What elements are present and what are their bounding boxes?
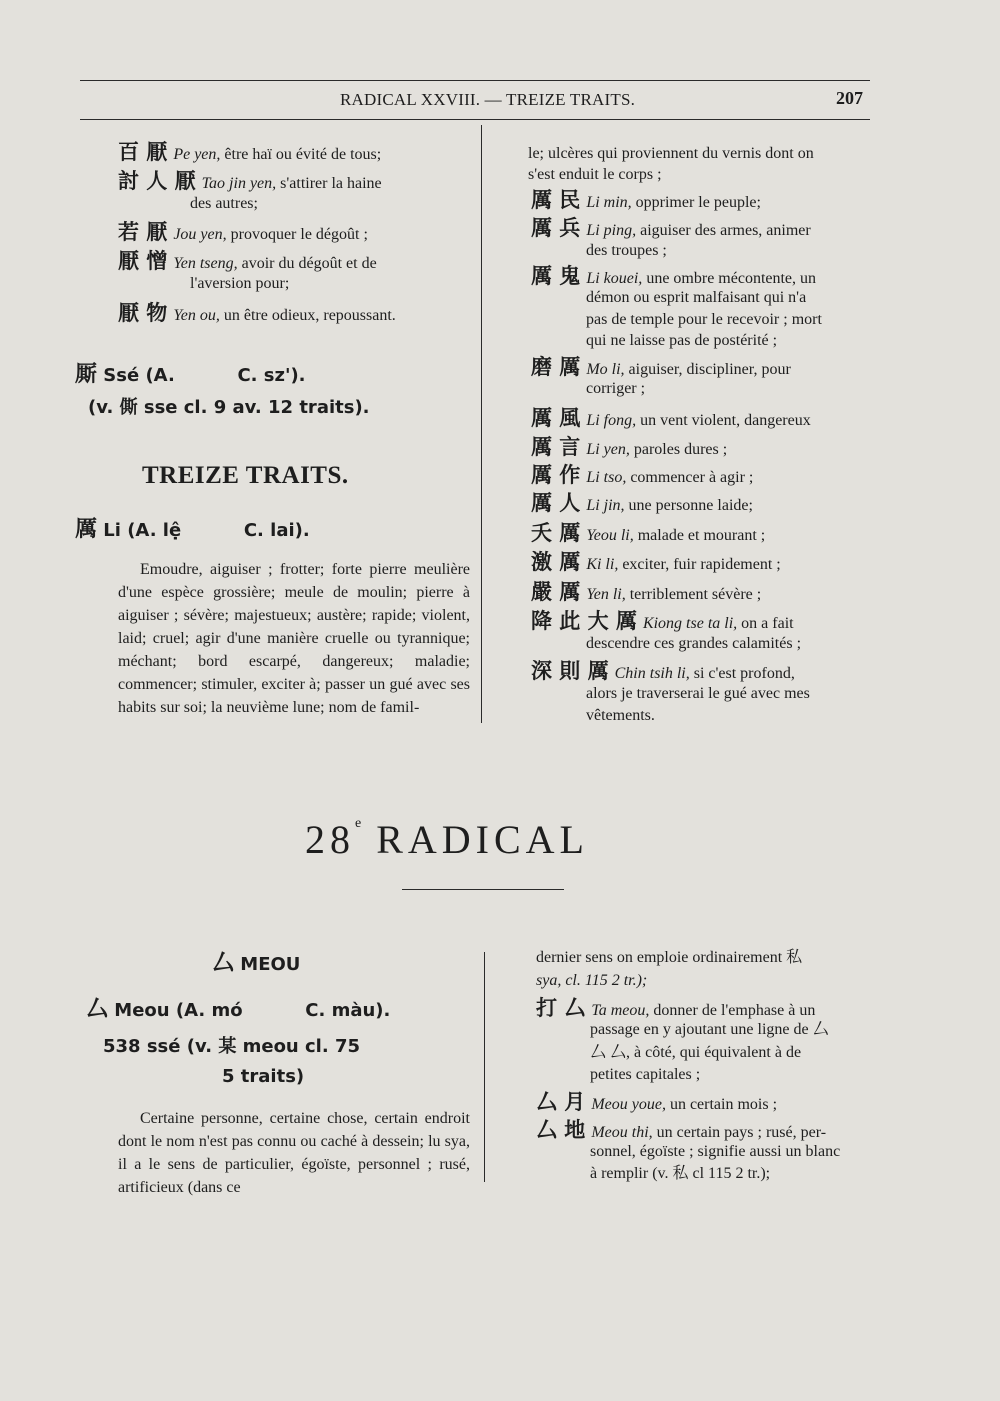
meou-line-2: 538 ssé (v. 某 meou cl. 75: [103, 1036, 361, 1057]
right-entry: [531, 463, 753, 490]
radical-number: 28: [305, 817, 355, 862]
page-number: 207: [836, 88, 863, 108]
entry-hanzi: 若 厭: [118, 220, 168, 244]
entry-romanization: Meou thi,: [591, 1124, 653, 1141]
meou-heading: [212, 946, 300, 977]
meou-heading-hanzi: 厶: [212, 951, 235, 976]
entry-romanization: Kiong tse ta li,: [642, 615, 738, 632]
entry-continuation: petites capitales ;: [590, 1066, 701, 1083]
entry-continuation: 厶 厶, à côté, qui équivalent à de: [590, 1044, 802, 1061]
entry-romanization: Li ping,: [586, 222, 637, 239]
right-entry: [531, 491, 753, 518]
entry-hanzi: 厶 地: [536, 1118, 586, 1142]
entry-definition: malade et mourant ;: [637, 527, 766, 544]
entry-continuation: l'aversion pour;: [190, 275, 290, 292]
entry-definition: si c'est profond,: [693, 665, 795, 682]
entry-definition: un certain pays ; rusé, per-: [656, 1124, 827, 1141]
entry-definition: aiguiser, discipliner, pour: [628, 361, 791, 378]
left-entry: [118, 301, 396, 328]
right-bottom-line: dernier sens on emploie ordinairement 私: [536, 949, 803, 966]
entry-continuation: démon ou esprit malfaisant qui n'a: [586, 289, 807, 306]
entry-hanzi: 磨 厲: [531, 355, 581, 379]
entry-definition: opprimer le peuple;: [635, 194, 761, 211]
entry-romanization: Ta meou,: [591, 1002, 650, 1019]
right-entry: [531, 435, 727, 462]
right-entry: [531, 216, 811, 243]
sse-entry: [75, 357, 306, 388]
entry-romanization: Tao jin yen,: [201, 175, 277, 192]
entry-hanzi: 厲 兵: [531, 216, 581, 240]
column-divider-bottom: [484, 952, 485, 1182]
entry-definition: aiguiser des armes, animer: [640, 222, 811, 239]
li-line: Li (A. lệ C. lai).: [103, 520, 310, 541]
entry-hanzi: 厲 言: [531, 435, 581, 459]
entry-romanization: Li fong,: [586, 412, 637, 429]
entry-romanization: Li yen,: [586, 441, 630, 458]
meou-line-1: Meou (A. mó C. màu).: [114, 1000, 391, 1021]
entry-definition: terriblement sévère ;: [629, 586, 762, 603]
entry-definition: commencer à agir ;: [630, 469, 754, 486]
entry-continuation: vêtements.: [586, 707, 655, 724]
meou-heading-label: MEOU: [240, 954, 301, 975]
right-entry: [531, 521, 765, 548]
entry-hanzi: 激 厲: [531, 550, 581, 574]
entry-romanization: Yen li,: [586, 586, 626, 603]
left-entry: [118, 220, 368, 247]
sse-line-1: Ssé (A. C. sz').: [103, 365, 306, 386]
section-title-treize-traits: TREIZE TRAITS.: [142, 462, 349, 489]
entry-romanization: Yen ou,: [173, 307, 220, 324]
entry-continuation: à remplir (v. 私 cl 115 2 tr.);: [590, 1165, 771, 1182]
entry-hanzi: 百 厭: [118, 140, 168, 164]
entry-romanization: Pe yen,: [173, 146, 221, 163]
entry-hanzi: 厭 憎: [118, 249, 168, 273]
entry-hanzi: 降 此 大 厲: [531, 609, 637, 633]
entry-definition: donner de l'emphase à un: [653, 1002, 816, 1019]
entry-romanization: Mo li,: [586, 361, 625, 378]
right-continuation: le; ulcères qui proviennent du vernis dont on: [528, 145, 814, 162]
entry-definition: un être odieux, repoussant.: [223, 307, 396, 324]
entry-hanzi: 厭 物: [118, 301, 168, 325]
header-bottom-rule: [80, 119, 870, 120]
right-entry: [531, 406, 811, 433]
entry-hanzi: 深 則 厲: [531, 659, 609, 683]
li-definition: Emoudre, aiguiser ; frotter; forte pierre meulière d'une espèce grossière; meule de moulin; pierre à aiguiser ; sévère; majestueux; austère; rapide; violent, laid; cruel; agir d'une manière cruelle ou tyrannique; méchant; bord escarpé, dangereux; maladie; commencer; stimuler, exciter à; passer un gué avec ses habits sur soi; la neuvième lune; nom de famil-: [118, 561, 470, 716]
right-entry: [531, 550, 781, 577]
entry-hanzi: 討 人 厭: [118, 169, 196, 193]
entry-continuation: des troupes ;: [586, 242, 667, 259]
li-entry: [75, 512, 310, 543]
entry-continuation: qui ne laisse pas de postérité ;: [586, 332, 778, 349]
entry-definition: on a fait: [741, 615, 794, 632]
radical-title: [305, 816, 589, 863]
entry-continuation: alors je traverserai le gué avec mes: [586, 685, 810, 702]
entry-romanization: Yeou li,: [586, 527, 634, 544]
entry-hanzi: 厲 人: [531, 491, 581, 515]
entry-definition: un vent violent, dangereux: [640, 412, 811, 429]
entry-romanization: Chin tsih li,: [614, 665, 690, 682]
meou-definition: Certaine personne, certaine chose, certain endroit dont le nom n'est pas connu ou caché à dessein; lu sya, il a le sens de particulier, égoïste, personnel ; rusé, artificieux (dans ce: [118, 1110, 470, 1196]
entry-hanzi: 厲 民: [531, 188, 581, 212]
right-bottom-line: sya, cl. 115 2 tr.);: [536, 972, 648, 989]
right-entry: [531, 188, 761, 215]
entry-romanization: Li tso,: [586, 469, 627, 486]
entry-hanzi: 厲 風: [531, 406, 581, 430]
entry-continuation: descendre ces grandes calamités ;: [586, 635, 802, 652]
entry-continuation: passage en y ajoutant une ligne de 厶: [590, 1021, 829, 1038]
meou-hanzi: 厶: [86, 997, 109, 1022]
entry-hanzi: 厲 鬼: [531, 264, 581, 288]
running-title: RADICAL XXVIII. — TREIZE TRAITS.: [340, 90, 636, 109]
entry-romanization: Ki li,: [586, 556, 619, 573]
left-entry: [118, 140, 381, 167]
right-entry: [531, 580, 761, 607]
entry-continuation: des autres;: [190, 195, 258, 212]
entry-hanzi: 嚴 厲: [531, 580, 581, 604]
entry-romanization: Jou yen,: [173, 226, 227, 243]
entry-romanization: Yen tseng,: [173, 255, 238, 272]
entry-definition: un certain mois ;: [669, 1096, 778, 1113]
entry-definition: être haï ou évité de tous;: [224, 146, 382, 163]
entry-romanization: Meou youe,: [591, 1096, 666, 1113]
entry-definition: provoquer le dégoût ;: [230, 226, 368, 243]
right-continuation: s'est enduit le corps ;: [528, 166, 662, 183]
entry-continuation: sonnel, égoïste ; signifie aussi un blanc: [590, 1143, 841, 1160]
entry-definition: s'attirer la haine: [280, 175, 382, 192]
sse-hanzi: 厮: [75, 362, 98, 387]
meou-entry: [86, 992, 390, 1023]
entry-hanzi: 厶 月: [536, 1090, 586, 1114]
sse-reference: (v. 㒋 sse cl. 9 av. 12 traits).: [88, 397, 370, 418]
title-underline: [402, 889, 564, 890]
entry-romanization: Li kouei,: [586, 270, 643, 287]
entry-definition: une personne laide;: [628, 497, 753, 514]
entry-hanzi: 厲 作: [531, 463, 581, 487]
entry-hanzi: 打 厶: [536, 996, 586, 1020]
radical-word: RADICAL: [376, 817, 589, 862]
column-divider-top: [481, 125, 482, 723]
radical-number-suffix: e: [355, 816, 362, 831]
entry-romanization: Li min,: [586, 194, 632, 211]
entry-hanzi: 夭 厲: [531, 521, 581, 545]
entry-definition: avoir du dégoût et de: [241, 255, 377, 272]
li-hanzi: 厲: [75, 517, 98, 542]
entry-romanization: Li jin,: [586, 497, 625, 514]
right-entry: [531, 355, 791, 382]
entry-continuation: corriger ;: [586, 380, 646, 397]
right-bottom-entry: [536, 1090, 777, 1117]
entry-continuation: pas de temple pour le recevoir ; mort: [586, 311, 822, 328]
entry-definition: paroles dures ;: [633, 441, 728, 458]
meou-line-3: 5 traits): [222, 1066, 305, 1087]
header-top-rule: [80, 80, 870, 81]
entry-definition: une ombre mécontente, un: [646, 270, 817, 287]
entry-definition: exciter, fuir rapidement ;: [622, 556, 781, 573]
